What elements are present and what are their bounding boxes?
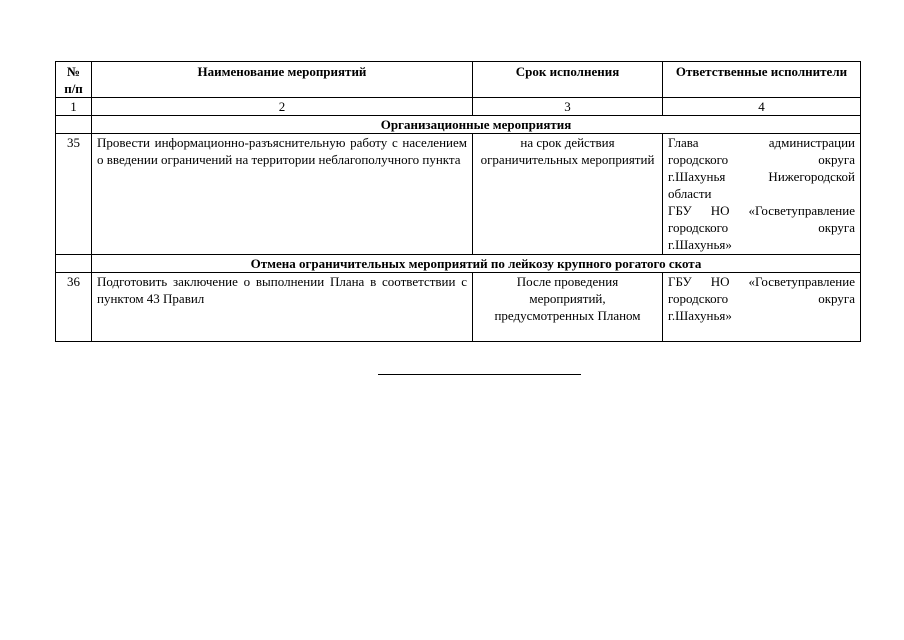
header-num: № п/п [56,62,92,98]
column-number-row [56,98,861,116]
responsible-line: г.Шахунья Нижегородской [668,169,855,184]
header-deadline: Срок исполнения [473,62,663,98]
row-responsible [663,273,861,342]
row-responsible [663,134,861,255]
table-row [56,134,861,255]
responsible-line: городского округа [668,152,855,167]
signature-line [378,374,581,375]
responsible-line: городского округа [668,220,855,235]
section-title: Организационные мероприятия [92,116,861,134]
row-name: Провести информационно-разъяснительную работу с населением о введении ограничений на территории неблагополучного пункта [92,134,473,255]
header-name: Наименование мероприятий [92,62,473,98]
section-title: Отмена ограничительных мероприятий по лейкозу крупного рогатого скота [92,255,861,273]
row-deadline: на срок действия ограничительных мероприятий [473,134,663,255]
responsible-line: области [668,186,712,201]
responsible-line: городского округа [668,291,855,306]
column-number: 3 [473,98,663,116]
responsible-line: г.Шахунья» [668,308,732,323]
plan-table [55,61,861,342]
section-row [56,116,861,134]
column-number: 1 [56,98,92,116]
responsible-line: ГБУ НО «Госветуправление [668,203,855,218]
section-row [56,255,861,273]
row-deadline: После проведения мероприятий, предусмотренных Планом [473,273,663,342]
row-num: 36 [56,273,92,342]
section-spacer [56,116,92,134]
responsible-line: ГБУ НО «Госветуправление [668,274,855,289]
row-num: 35 [56,134,92,255]
responsible-line: г.Шахунья» [668,237,732,252]
section-spacer [56,255,92,273]
responsible-line: Глава администрации [668,135,855,150]
column-number: 4 [663,98,861,116]
row-name: Подготовить заключение о выполнении Плана в соответствии с пунктом 43 Правил [92,273,473,342]
column-number: 2 [92,98,473,116]
header-row [56,62,861,98]
header-responsible: Ответственные исполнители [663,62,861,98]
table-row [56,273,861,342]
